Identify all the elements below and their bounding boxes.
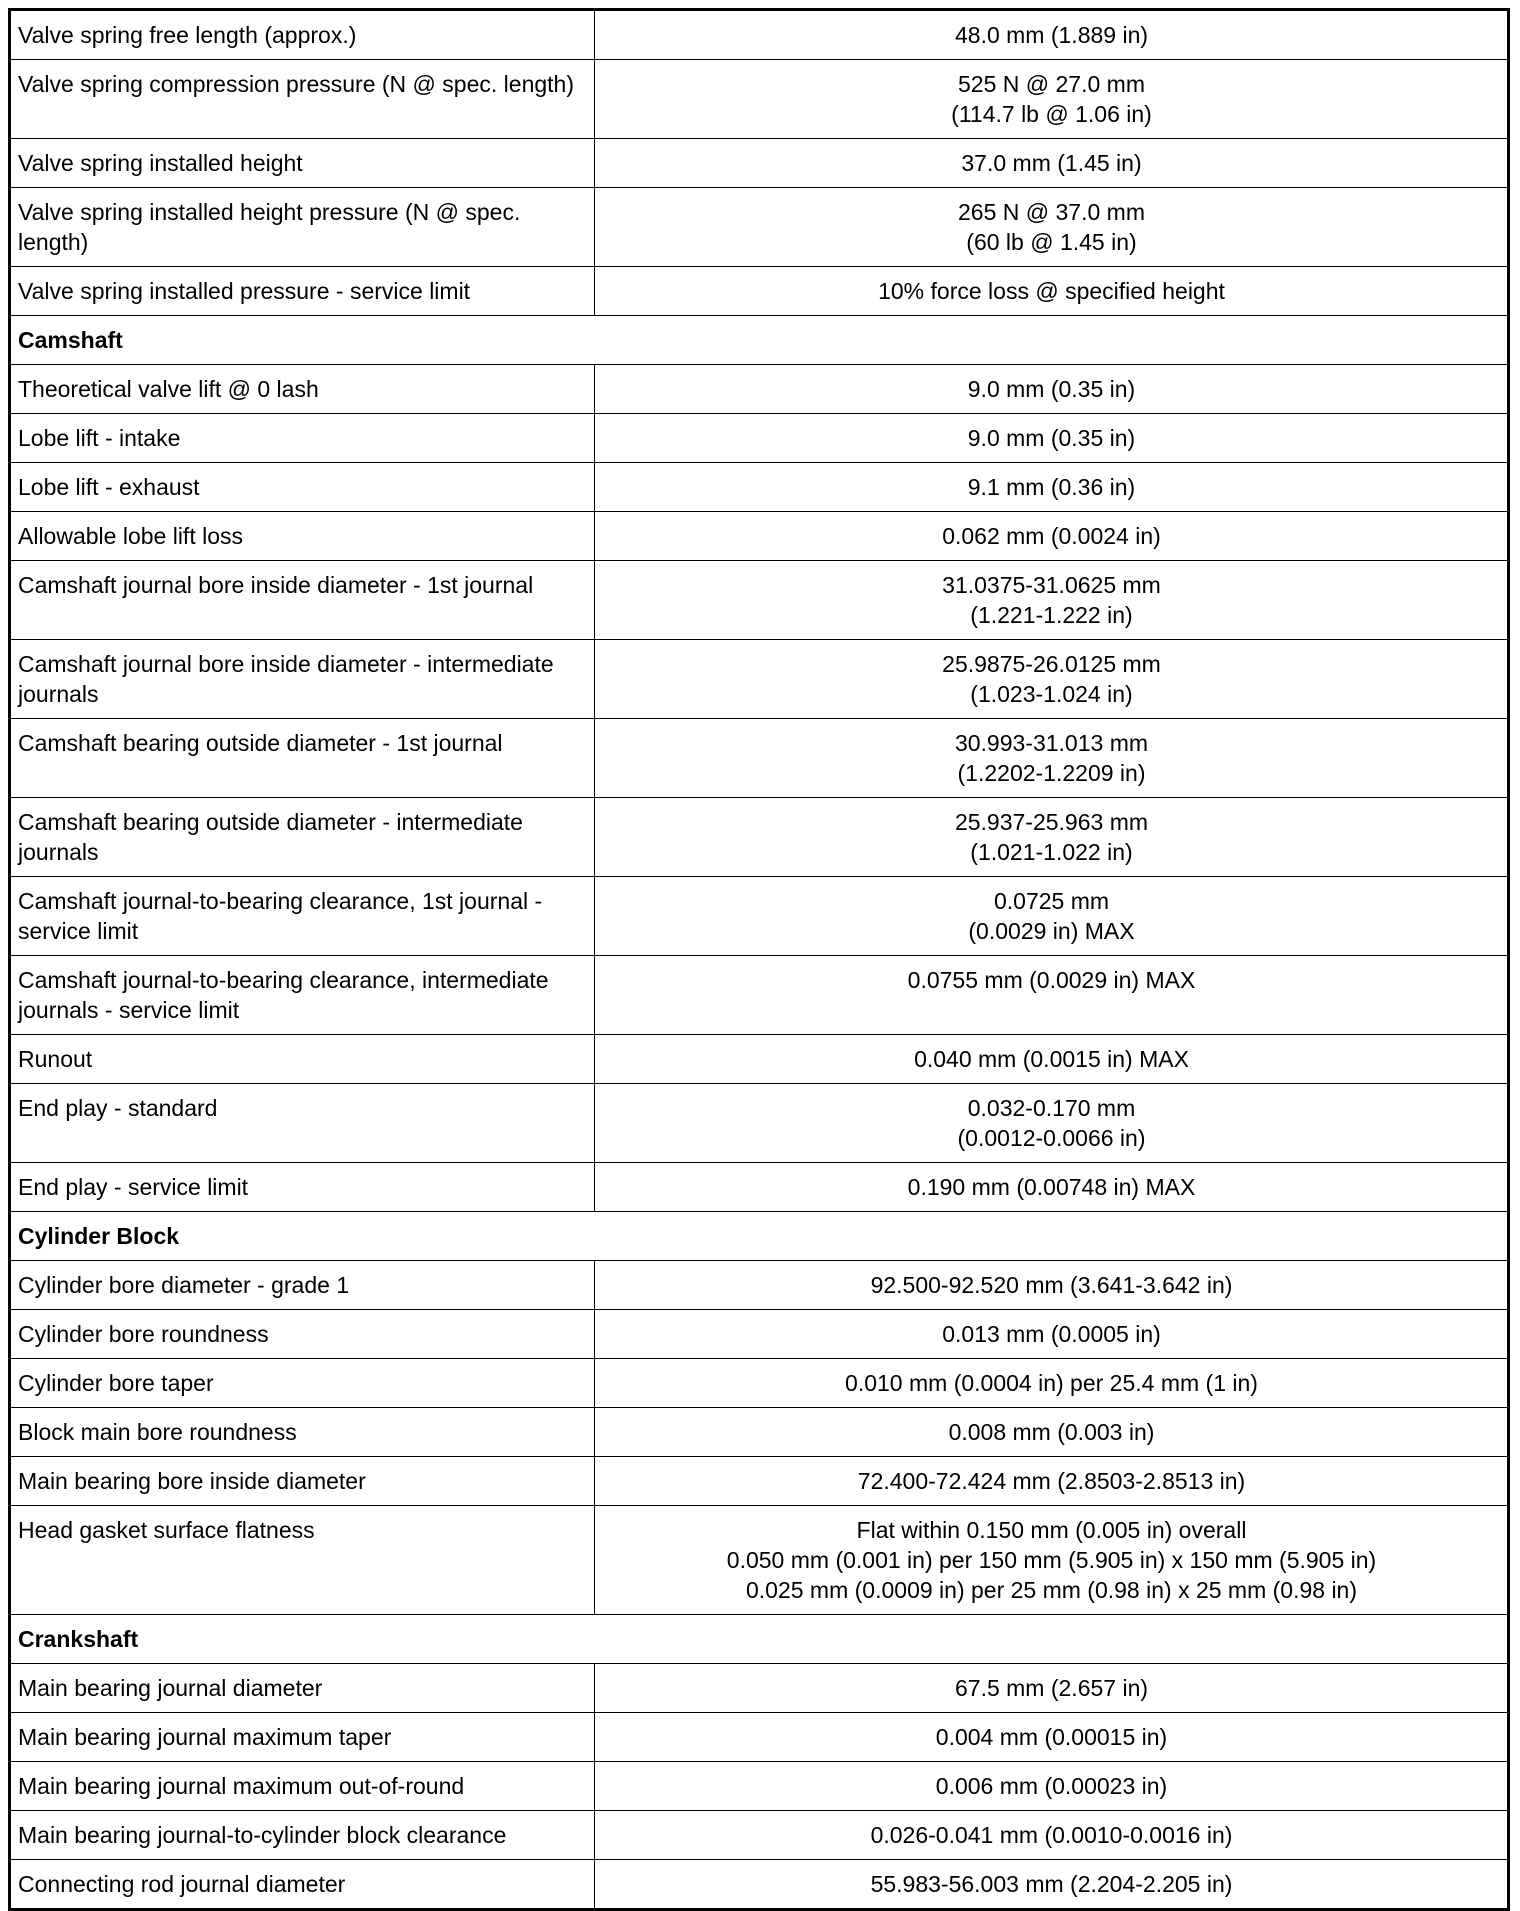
spec-value [595,1713,1509,1762]
spec-value-line: (0.0012-0.0066 in) [957,1125,1146,1151]
spec-value [595,1261,1509,1310]
spec-label: Cylinder bore roundness [10,1310,595,1359]
section-heading: Camshaft [10,316,1509,365]
spec-value-line: 0.025 mm (0.0009 in) per 25 mm (0.98 in) x 25 mm (0.98 in) [745,1577,1358,1603]
table-row [10,139,1509,188]
spec-value-line: 0.0755 mm (0.0029 in) MAX [907,967,1196,993]
spec-value-line: (114.7 lb @ 1.06 in) [951,101,1152,127]
section-header-row [10,1615,1509,1664]
spec-value-line: 525 N @ 27.0 mm [958,71,1145,97]
spec-label: Runout [10,1035,595,1084]
spec-label: Camshaft journal bore inside diameter - intermediate journals [10,640,595,719]
spec-value [595,1163,1509,1212]
spec-value [595,60,1509,139]
spec-value-line: 10% force loss @ specified height [878,278,1225,304]
spec-label: Main bearing journal-to-cylinder block clearance [10,1811,595,1860]
spec-value-line: 25.937-25.963 mm [954,809,1149,835]
spec-value [595,139,1509,188]
spec-label: Camshaft bearing outside diameter - 1st journal [10,719,595,798]
section-heading: Crankshaft [10,1615,1509,1664]
spec-label: Camshaft bearing outside diameter - intermediate journals [10,798,595,877]
specifications-table [8,8,1510,1911]
spec-value-line: 37.0 mm (1.45 in) [961,150,1142,176]
spec-value [595,1762,1509,1811]
spec-value-line: 0.032-0.170 mm [967,1095,1136,1121]
spec-value [595,512,1509,561]
spec-value [595,1506,1509,1615]
spec-value [595,719,1509,798]
spec-label: Block main bore roundness [10,1408,595,1457]
spec-label: Valve spring installed height [10,139,595,188]
spec-value [595,1457,1509,1506]
spec-value [595,877,1509,956]
spec-value [595,1811,1509,1860]
spec-value-line: (1.023-1.024 in) [970,681,1133,707]
spec-label: Cylinder bore diameter - grade 1 [10,1261,595,1310]
table-row [10,1811,1509,1860]
spec-value-line: 9.1 mm (0.36 in) [967,474,1136,500]
spec-value-line: 31.0375-31.0625 mm [942,572,1161,598]
spec-value [595,798,1509,877]
spec-value [595,1664,1509,1713]
spec-value-line: 0.004 mm (0.00015 in) [935,1724,1168,1750]
spec-value-line: (1.221-1.222 in) [970,602,1133,628]
spec-value-line: 0.006 mm (0.00023 in) [935,1773,1168,1799]
section-header-row [10,1212,1509,1261]
table-row [10,463,1509,512]
table-row [10,1713,1509,1762]
spec-label: Valve spring installed height pressure (N @ spec. length) [10,188,595,267]
spec-label: Allowable lobe lift loss [10,512,595,561]
spec-label: Main bearing bore inside diameter [10,1457,595,1506]
table-row [10,719,1509,798]
spec-value [595,1408,1509,1457]
spec-value-line: 25.9875-26.0125 mm [942,651,1161,677]
table-row [10,1762,1509,1811]
spec-label: Main bearing journal maximum taper [10,1713,595,1762]
spec-label: Camshaft journal-to-bearing clearance, intermediate journals - service limit [10,956,595,1035]
spec-value [595,10,1509,60]
table-row [10,1408,1509,1457]
spec-value [595,1860,1509,1910]
table-row [10,414,1509,463]
table-row [10,1457,1509,1506]
spec-value-line: 265 N @ 37.0 mm [958,199,1145,225]
table-row [10,1359,1509,1408]
spec-value-line: 0.010 mm (0.0004 in) per 25.4 mm (1 in) [845,1370,1258,1396]
table-row [10,365,1509,414]
spec-value [595,463,1509,512]
spec-value-line: 0.062 mm (0.0024 in) [942,523,1161,549]
table-row [10,1084,1509,1163]
table-row [10,10,1509,60]
spec-label: Lobe lift - exhaust [10,463,595,512]
table-row [10,1035,1509,1084]
table-row [10,188,1509,267]
spec-value-line: 0.050 mm (0.001 in) per 150 mm (5.905 in) x 150 mm (5.905 in) [726,1547,1377,1573]
table-row [10,956,1509,1035]
spec-label: End play - service limit [10,1163,595,1212]
table-row [10,798,1509,877]
spec-value [595,1035,1509,1084]
table-row [10,512,1509,561]
table-row [10,640,1509,719]
spec-label: Main bearing journal maximum out-of-round [10,1762,595,1811]
spec-value-line: (0.0029 in) MAX [968,918,1135,944]
spec-label: Valve spring compression pressure (N @ spec. length) [10,60,595,139]
spec-label: Lobe lift - intake [10,414,595,463]
spec-value-line: 67.5 mm (2.657 in) [954,1675,1149,1701]
table-row [10,60,1509,139]
spec-value [595,561,1509,640]
spec-value-line: 0.013 mm (0.0005 in) [942,1321,1161,1347]
spec-value [595,1084,1509,1163]
spec-label: Main bearing journal diameter [10,1664,595,1713]
spec-value [595,956,1509,1035]
section-heading: Cylinder Block [10,1212,1509,1261]
table-row [10,877,1509,956]
spec-label: End play - standard [10,1084,595,1163]
spec-value-line: 0.0725 mm [993,888,1110,914]
table-row [10,1506,1509,1615]
spec-value [595,188,1509,267]
table-row [10,267,1509,316]
spec-value-line: 0.040 mm (0.0015 in) MAX [914,1046,1189,1072]
spec-value-line: (1.2202-1.2209 in) [957,760,1146,786]
spec-value-line: Flat within 0.150 mm (0.005 in) overall [856,1517,1247,1543]
spec-value-line: 72.400-72.424 mm (2.8503-2.8513 in) [857,1468,1246,1494]
spec-value [595,1310,1509,1359]
spec-value [595,1359,1509,1408]
table-row [10,1310,1509,1359]
spec-label: Camshaft journal bore inside diameter - 1st journal [10,561,595,640]
spec-value-line: 30.993-31.013 mm [954,730,1149,756]
spec-label: Theoretical valve lift @ 0 lash [10,365,595,414]
spec-value-line: 0.190 mm (0.00748 in) MAX [907,1174,1196,1200]
spec-value [595,365,1509,414]
table-row [10,1163,1509,1212]
spec-label: Valve spring free length (approx.) [10,10,595,60]
spec-value-line: 48.0 mm (1.889 in) [954,22,1149,48]
spec-label: Connecting rod journal diameter [10,1860,595,1910]
spec-value [595,640,1509,719]
spec-value-line: 9.0 mm (0.35 in) [967,376,1136,402]
table-row [10,561,1509,640]
table-row [10,1860,1509,1910]
spec-value [595,414,1509,463]
spec-label: Cylinder bore taper [10,1359,595,1408]
spec-value-line: 0.008 mm (0.003 in) [948,1419,1155,1445]
spec-label: Head gasket surface flatness [10,1506,595,1615]
spec-value-line: (60 lb @ 1.45 in) [966,229,1137,255]
spec-label: Camshaft journal-to-bearing clearance, 1st journal - service limit [10,877,595,956]
spec-value-line: (1.021-1.022 in) [970,839,1133,865]
table-row [10,1664,1509,1713]
spec-label: Valve spring installed pressure - service limit [10,267,595,316]
spec-value-line: 92.500-92.520 mm (3.641-3.642 in) [870,1272,1233,1298]
specifications-table-body [10,10,1509,1910]
spec-value-line: 0.026-0.041 mm (0.0010-0.0016 in) [870,1822,1233,1848]
spec-value-line: 55.983-56.003 mm (2.204-2.205 in) [870,1871,1233,1897]
spec-value-line: 9.0 mm (0.35 in) [967,425,1136,451]
spec-value [595,267,1509,316]
section-header-row [10,316,1509,365]
table-row [10,1261,1509,1310]
